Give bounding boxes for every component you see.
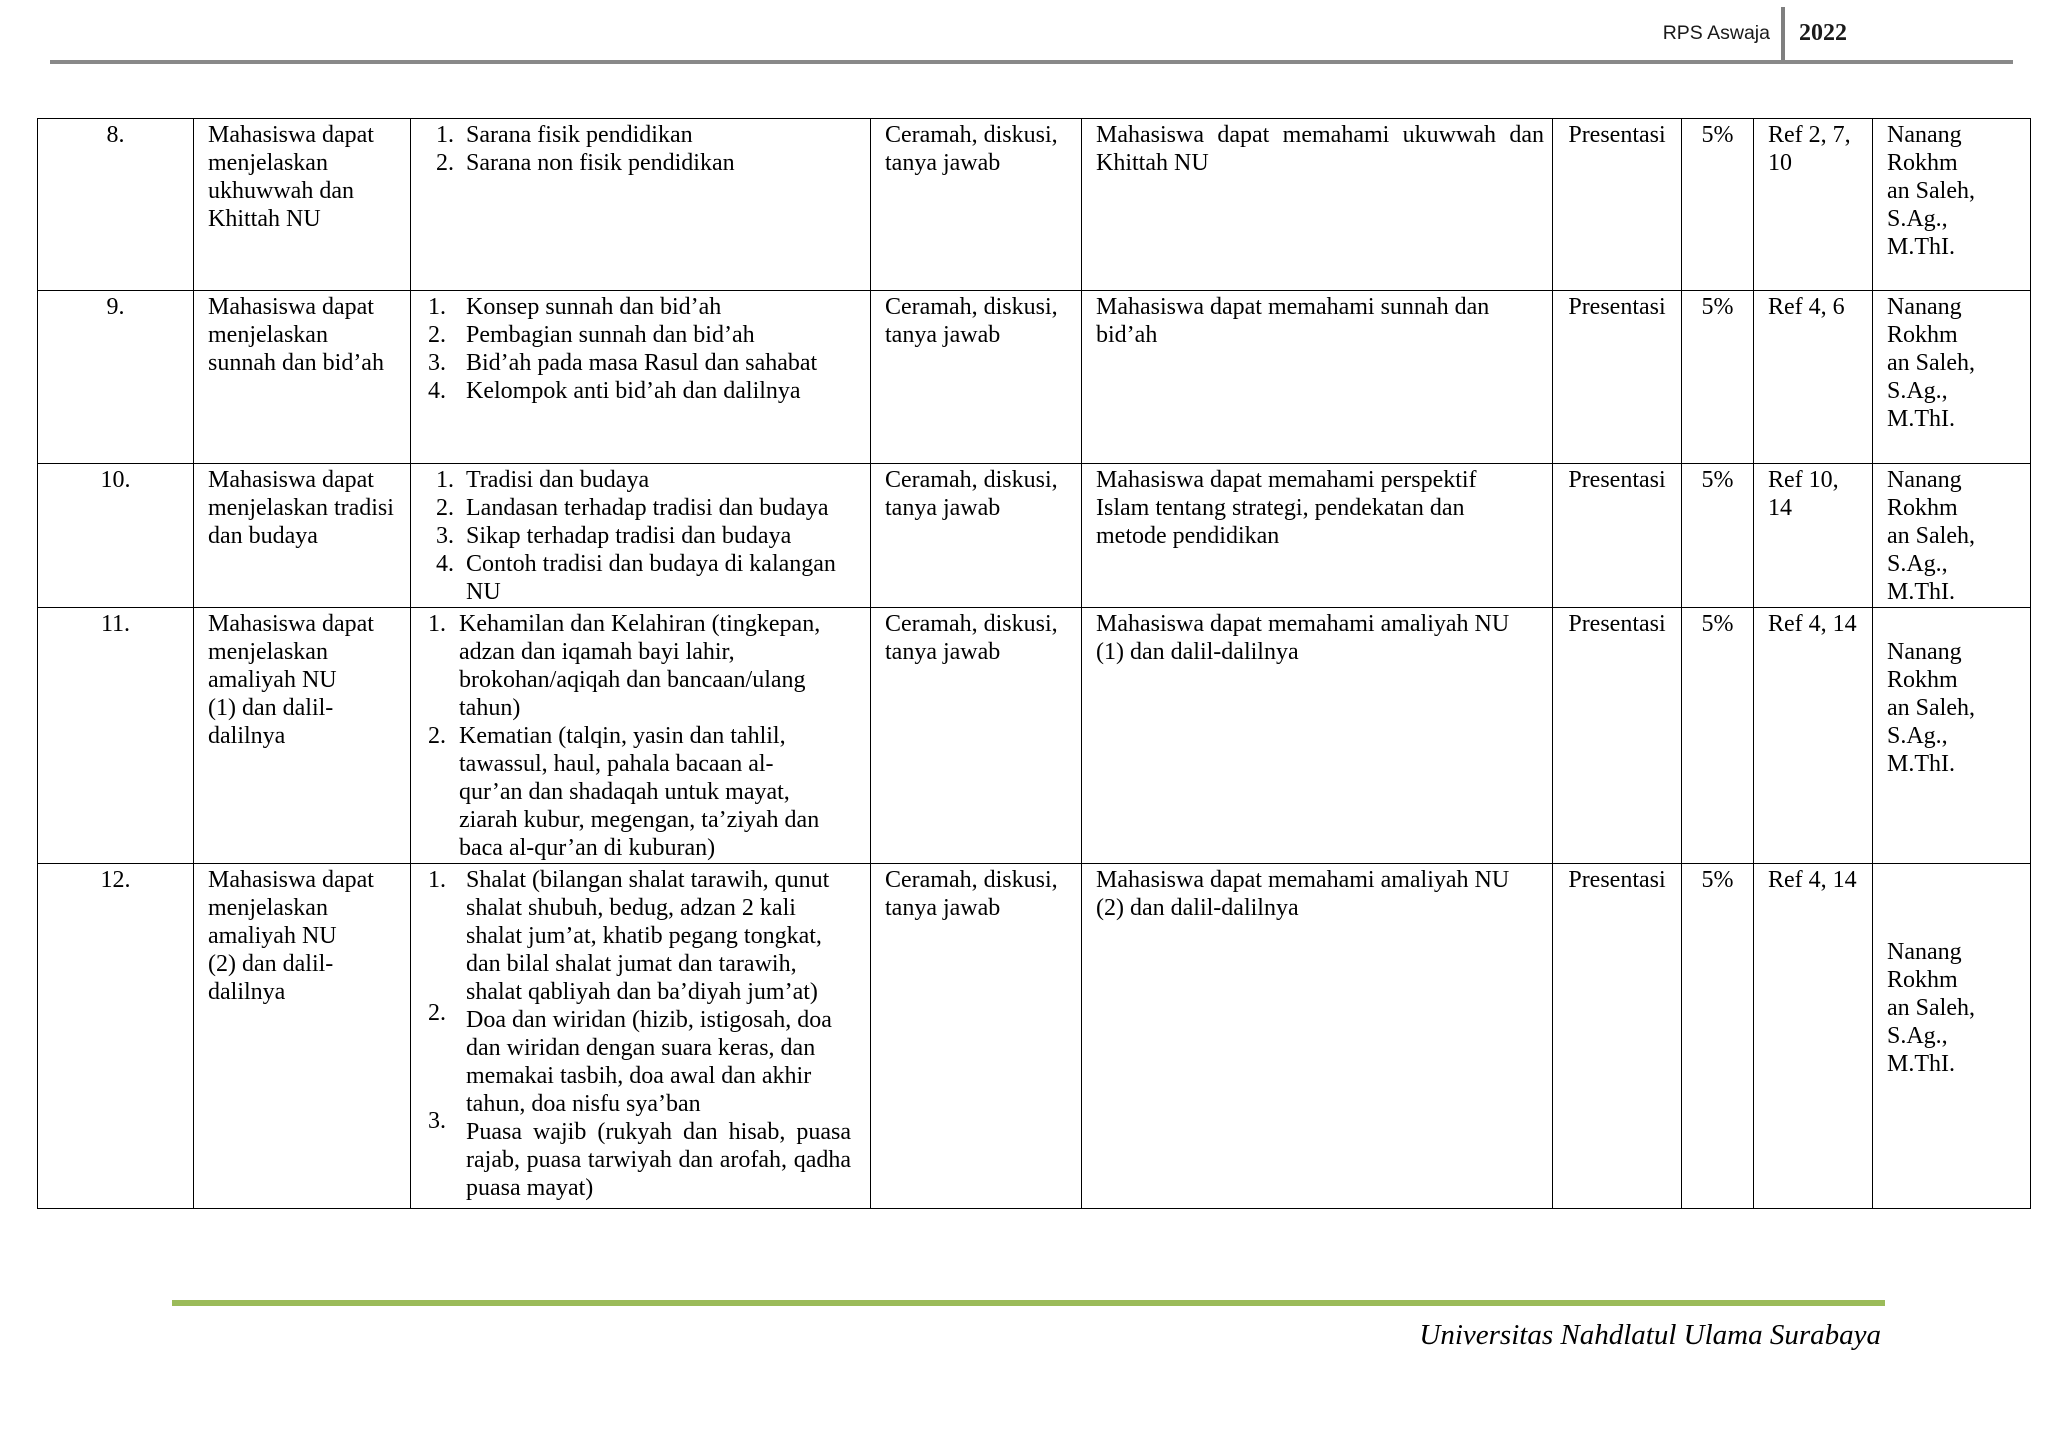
text-line: amaliyah NU <box>208 923 337 949</box>
reference-text <box>1768 866 1864 894</box>
assessment-weight-cell: 5% <box>1682 291 1754 464</box>
header-year: 2022 <box>1799 20 1847 46</box>
text-line: shalat qabliyah dan ba’diyah jum’at) <box>466 979 818 1005</box>
list-item-number: 4. <box>436 551 454 577</box>
assessment-indicator-cell <box>1082 291 1553 464</box>
reference-text <box>1768 610 1864 638</box>
text-line: menjelaskan <box>208 322 328 348</box>
learning-method-text <box>885 466 1073 522</box>
text-line: M.ThI. <box>1887 751 1955 777</box>
learning-method-text <box>885 866 1073 922</box>
learning-outcome-text <box>208 293 402 377</box>
text-line: tanya jawab <box>885 895 1001 921</box>
text-line: Mahasiswa dapat <box>208 611 374 637</box>
text-line: Ceramah, diskusi, <box>885 122 1058 148</box>
assessment-indicator-cell <box>1082 119 1553 291</box>
text-line: Nanang <box>1887 467 1962 493</box>
table-row <box>38 864 2031 1209</box>
meeting-number-cell: 12. <box>38 864 194 1209</box>
text-line: dalilnya <box>208 723 286 749</box>
text-line: M.ThI. <box>1887 579 1955 605</box>
learning-outcome-cell <box>194 608 411 864</box>
lecturer-cell <box>1873 608 2031 864</box>
footer-institution: Universitas Nahdlatul Ulama Surabaya <box>1419 1319 1881 1351</box>
text-line: an Saleh, <box>1887 523 1975 549</box>
text-line: Bid’ah pada masa Rasul dan sahabat <box>466 350 818 376</box>
list-item-number: 3. <box>436 523 454 549</box>
material-list-item <box>428 377 870 405</box>
text-line: Shalat (bilangan shalat tarawih, qunut <box>466 867 830 893</box>
list-item-number: 1. <box>428 294 446 320</box>
list-item-number: 2. <box>436 150 454 176</box>
text-line: shalat jum’at, khatib pegang tongkat, <box>466 923 822 949</box>
text-line: Khittah NU <box>1096 150 1209 176</box>
text-line: Ref 4, 14 <box>1768 867 1857 893</box>
meeting-number-cell: 11. <box>38 608 194 864</box>
text-line: Ref 2, 7, <box>1768 122 1851 148</box>
text-line: (1) dan dalil- <box>208 695 334 721</box>
text-line: Rokhm <box>1887 967 1958 993</box>
reference-text <box>1768 293 1864 321</box>
header-rule <box>50 60 2013 64</box>
table-row <box>38 608 2031 864</box>
assessment-indicator-text <box>1096 293 1544 349</box>
material-list-item <box>436 522 870 550</box>
text-line: an Saleh, <box>1887 178 1975 204</box>
material-list-item <box>428 722 870 862</box>
text-line: dan budaya <box>208 523 318 549</box>
meeting-number-cell: 10. <box>38 464 194 608</box>
study-material-cell <box>411 291 871 464</box>
list-item-number: 1. <box>428 867 446 893</box>
table-row <box>38 291 2031 464</box>
assessment-indicator-text <box>1096 610 1544 666</box>
meeting-number-cell: 9. <box>38 291 194 464</box>
list-item-number: 1. <box>436 467 454 493</box>
material-list-item <box>428 321 870 349</box>
text-line: menjelaskan tradisi <box>208 495 394 521</box>
lecturer-text <box>1887 638 2022 778</box>
list-item-number: 1. <box>428 611 446 637</box>
text-line: Mahasiswa dapat memahami amaliyah NU <box>1096 611 1510 637</box>
text-line: qur’an dan shadaqah untuk mayat, <box>459 779 790 805</box>
text-line: Kehamilan dan Kelahiran (tingkepan, <box>459 611 821 637</box>
material-list-item <box>428 349 870 377</box>
text-line: Islam tentang strategi, pendekatan dan <box>1096 495 1465 521</box>
learning-outcome-text <box>208 466 402 550</box>
text-line: Mahasiswa dapat <box>208 122 374 148</box>
list-item-number: 4. <box>428 378 446 404</box>
assessment-form-cell: Presentasi <box>1553 864 1682 1209</box>
list-item-number: 2. <box>436 495 454 521</box>
list-item-number: 3. <box>428 1108 446 1134</box>
text-line: Rokhm <box>1887 495 1958 521</box>
reference-cell <box>1754 464 1873 608</box>
text-line: Landasan terhadap tradisi dan budaya <box>466 495 829 521</box>
text-line: S.Ag., <box>1887 551 1948 577</box>
text-line: Rokhm <box>1887 667 1958 693</box>
material-list-item <box>428 1108 851 1202</box>
study-material-cell <box>411 119 871 291</box>
lecturer-cell <box>1873 119 2031 291</box>
material-list-item <box>428 610 870 722</box>
study-material-cell <box>411 464 871 608</box>
text-line: ukhuwwah dan <box>208 178 354 204</box>
text-line: Ref 10, <box>1768 467 1839 493</box>
text-line: tahun, doa nisfu sya’ban <box>466 1091 701 1117</box>
text-line: tanya jawab <box>885 150 1001 176</box>
text-line: Contoh tradisi dan budaya di kalangan <box>466 551 836 577</box>
meeting-number-cell: 8. <box>38 119 194 291</box>
text-line: 14 <box>1768 495 1792 521</box>
text-line: tawassul, haul, pahala bacaan al- <box>459 751 774 777</box>
text-line: memakai tasbih, doa awal dan akhir <box>466 1063 812 1089</box>
learning-outcome-text <box>208 610 402 750</box>
text-line: M.ThI. <box>1887 234 1955 260</box>
text-line: menjelaskan <box>208 639 328 665</box>
material-list-item <box>436 466 870 494</box>
list-item-number: 2. <box>428 1000 446 1026</box>
rps-table-body <box>38 119 2031 1209</box>
text-line: S.Ag., <box>1887 723 1948 749</box>
list-item-number: 1. <box>436 122 454 148</box>
material-list-item <box>436 121 870 149</box>
text-line: Rokhm <box>1887 322 1958 348</box>
text-line: Ref 4, 14 <box>1768 611 1857 637</box>
text-line: Ref 4, 6 <box>1768 294 1845 320</box>
reference-cell <box>1754 291 1873 464</box>
text-line: sunnah dan bid’ah <box>208 350 384 376</box>
rps-table <box>37 118 2031 1209</box>
lecturer-text <box>1887 293 2022 433</box>
text-line: rajab, puasa tarwiyah dan arofah, qadha <box>466 1147 851 1173</box>
assessment-indicator-cell <box>1082 464 1553 608</box>
assessment-indicator-cell <box>1082 608 1553 864</box>
text-line: dan wiridan dengan suara keras, dan <box>466 1035 816 1061</box>
footer-rule <box>172 1300 1885 1306</box>
reference-cell <box>1754 864 1873 1209</box>
text-line: 10 <box>1768 150 1792 176</box>
text-line: (2) dan dalil- <box>208 951 334 977</box>
text-line: ziarah kubur, megengan, ta’ziyah dan <box>459 807 820 833</box>
material-list-item <box>428 1000 870 1118</box>
text-line: NU <box>466 579 501 605</box>
header-separator <box>1781 7 1785 60</box>
material-list-item <box>436 494 870 522</box>
text-line: puasa mayat) <box>466 1175 594 1201</box>
list-item-number: 3. <box>428 350 446 376</box>
text-line: Pembagian sunnah dan bid’ah <box>466 322 755 348</box>
learning-outcome-text <box>208 866 402 1006</box>
text-line: an Saleh, <box>1887 695 1975 721</box>
text-line: menjelaskan <box>208 895 328 921</box>
learning-method-text <box>885 121 1073 177</box>
assessment-indicator-cell <box>1082 864 1553 1209</box>
learning-method-text <box>885 293 1073 349</box>
text-line: tanya jawab <box>885 639 1001 665</box>
text-line: Khittah NU <box>208 206 321 232</box>
assessment-indicator-text <box>1096 466 1544 550</box>
text-line: Mahasiswa dapat memahami amaliyah NU <box>1096 867 1510 893</box>
learning-method-cell <box>871 608 1082 864</box>
material-list-item <box>436 550 870 606</box>
text-line: dan bilal shalat jumat dan tarawih, <box>466 951 797 977</box>
assessment-form-cell: Presentasi <box>1553 608 1682 864</box>
table-row <box>38 119 2031 291</box>
lecturer-cell <box>1873 464 2031 608</box>
study-material-cell <box>411 608 871 864</box>
text-line: Sarana non fisik pendidikan <box>466 150 735 176</box>
text-line: Sarana fisik pendidikan <box>466 122 693 148</box>
lecturer-cell <box>1873 291 2031 464</box>
text-line: adzan dan iqamah bayi lahir, <box>459 639 735 665</box>
list-item-number: 2. <box>428 322 446 348</box>
learning-outcome-cell <box>194 464 411 608</box>
text-line: an Saleh, <box>1887 995 1975 1021</box>
text-line: Nanang <box>1887 294 1962 320</box>
lecturer-cell <box>1873 864 2031 1209</box>
header-document-title: RPS Aswaja <box>1662 22 1770 44</box>
text-line: S.Ag., <box>1887 1023 1948 1049</box>
text-line: M.ThI. <box>1887 1051 1955 1077</box>
learning-outcome-cell <box>194 119 411 291</box>
text-line: Doa dan wiridan (hizib, istigosah, doa <box>466 1007 832 1033</box>
learning-outcome-cell <box>194 291 411 464</box>
assessment-weight-cell: 5% <box>1682 864 1754 1209</box>
learning-method-cell <box>871 119 1082 291</box>
text-line: Mahasiswa dapat <box>208 294 374 320</box>
assessment-form-cell: Presentasi <box>1553 291 1682 464</box>
table-row <box>38 464 2031 608</box>
text-line: S.Ag., <box>1887 206 1948 232</box>
material-list-item <box>436 149 870 177</box>
learning-method-cell <box>871 464 1082 608</box>
learning-outcome-text <box>208 121 402 233</box>
text-line: Tradisi dan budaya <box>466 467 650 493</box>
text-line: tanya jawab <box>885 495 1001 521</box>
text-line: Konsep sunnah dan bid’ah <box>466 294 722 320</box>
text-line: amaliyah NU <box>208 667 337 693</box>
text-line: Sikap terhadap tradisi dan budaya <box>466 523 792 549</box>
study-material-cell <box>411 864 871 1209</box>
text-line: S.Ag., <box>1887 378 1948 404</box>
learning-outcome-cell <box>194 864 411 1209</box>
text-line: Mahasiswa dapat memahami perspektif <box>1096 467 1477 493</box>
text-line: Rokhm <box>1887 150 1958 176</box>
text-line: Ceramah, diskusi, <box>885 294 1058 320</box>
text-line: tanya jawab <box>885 322 1001 348</box>
list-item-number: 2. <box>428 723 446 749</box>
text-line: M.ThI. <box>1887 406 1955 432</box>
assessment-form-cell: Presentasi <box>1553 119 1682 291</box>
assessment-weight-cell: 5% <box>1682 608 1754 864</box>
assessment-indicator-text <box>1096 866 1544 922</box>
learning-method-text <box>885 610 1073 666</box>
text-line: shalat shubuh, bedug, adzan 2 kali <box>466 895 796 921</box>
assessment-weight-cell: 5% <box>1682 119 1754 291</box>
reference-text <box>1768 121 1864 177</box>
reference-cell <box>1754 608 1873 864</box>
text-line: Mahasiswa dapat <box>208 467 374 493</box>
text-line: (2) dan dalil-dalilnya <box>1096 895 1299 921</box>
text-line: Puasa wajib (rukyah dan hisab, puasa <box>466 1119 851 1145</box>
text-line: tahun) <box>459 695 521 721</box>
assessment-indicator-text <box>1096 121 1544 177</box>
text-line: dalilnya <box>208 979 286 1005</box>
text-line: Kelompok anti bid’ah dan dalilnya <box>466 378 801 404</box>
text-line: baca al-qur’an di kuburan) <box>459 835 716 861</box>
assessment-weight-cell: 5% <box>1682 464 1754 608</box>
assessment-form-cell: Presentasi <box>1553 464 1682 608</box>
text-line: Mahasiswa dapat <box>208 867 374 893</box>
text-line: Ceramah, diskusi, <box>885 611 1058 637</box>
lecturer-text <box>1887 121 2022 261</box>
text-line: bid’ah <box>1096 322 1158 348</box>
text-line: menjelaskan <box>208 150 328 176</box>
text-line: Kematian (talqin, yasin dan tahlil, <box>459 723 786 749</box>
text-line: Mahasiswa dapat memahami sunnah dan <box>1096 294 1490 320</box>
material-list-item <box>428 866 870 1006</box>
text-line: Ceramah, diskusi, <box>885 467 1058 493</box>
reference-cell <box>1754 119 1873 291</box>
text-line: (1) dan dalil-dalilnya <box>1096 639 1299 665</box>
reference-text <box>1768 466 1864 522</box>
text-line: Nanang <box>1887 639 1962 665</box>
lecturer-text <box>1887 466 2022 606</box>
lecturer-text <box>1887 938 2022 1078</box>
text-line: an Saleh, <box>1887 350 1975 376</box>
material-list-item <box>428 293 870 321</box>
learning-method-cell <box>871 291 1082 464</box>
text-line: Ceramah, diskusi, <box>885 867 1058 893</box>
text-line: Nanang <box>1887 939 1962 965</box>
text-line: brokohan/aqiqah dan bancaan/ulang <box>459 667 806 693</box>
text-line: metode pendidikan <box>1096 523 1280 549</box>
text-line: Mahasiswa dapat memahami ukuwwah dan <box>1096 122 1544 148</box>
text-line: Nanang <box>1887 122 1962 148</box>
learning-method-cell <box>871 864 1082 1209</box>
rps-table-wrapper <box>37 118 2030 1209</box>
